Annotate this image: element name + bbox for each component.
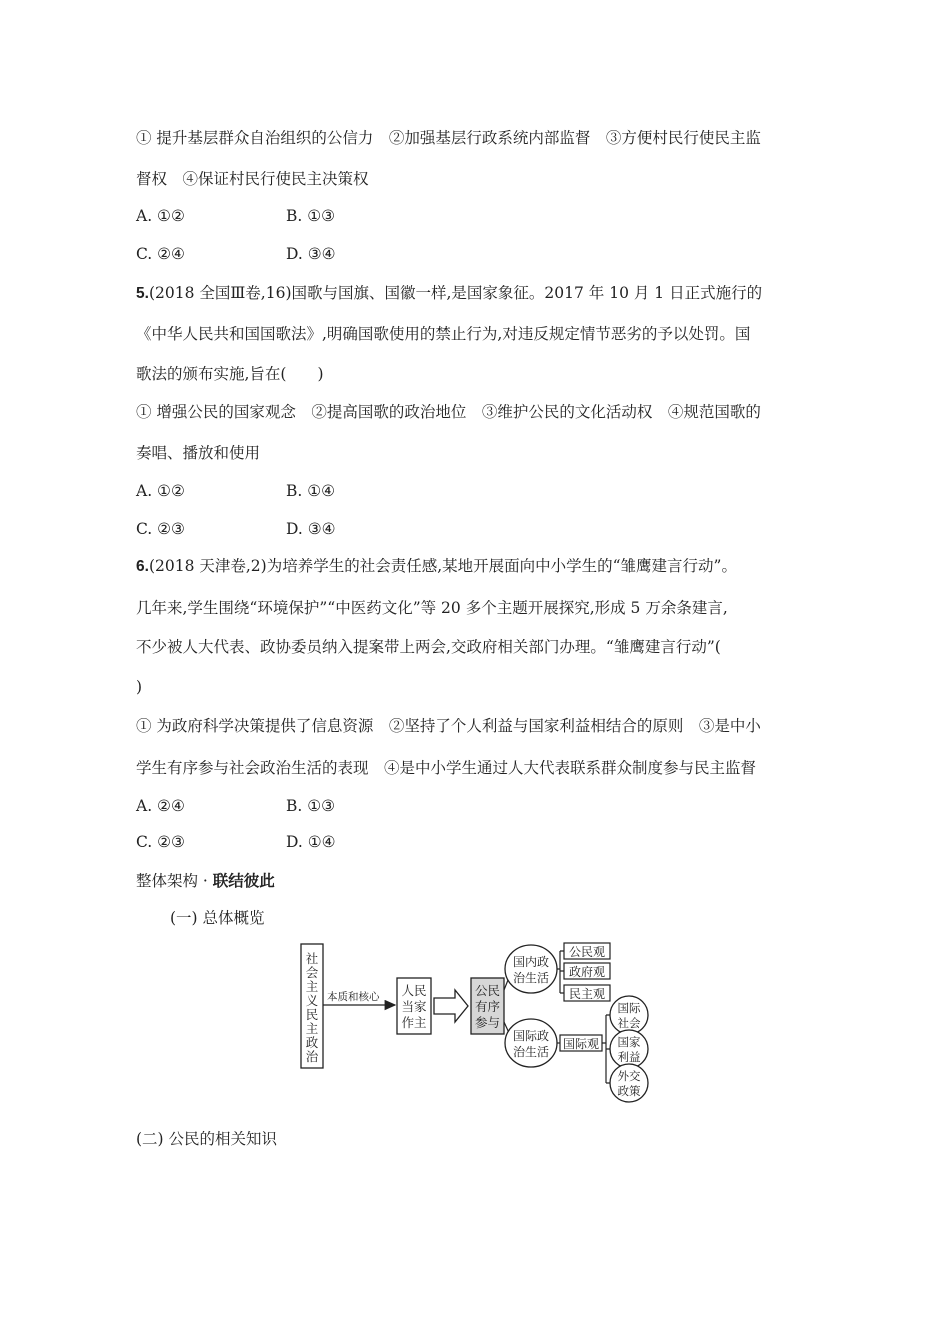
domestic-politics-circle	[505, 945, 557, 993]
q5-options-line-1: ① 增强公民的国家观念 ②提高国歌的政治地位 ③维护公民的文化活动权 ④规范国歌的	[136, 403, 761, 421]
citizen-participation-line: 公民	[474, 983, 501, 998]
q5-stem-line-2: 《中华人民共和国国歌法》,明确国歌使用的禁止行为,对违反规定情节恶劣的予以处罚。国	[136, 325, 751, 343]
citizen-participation-line: 参与	[474, 1015, 501, 1030]
q4-options-line-2: 督权 ④保证村民行使民主决策权	[136, 170, 369, 188]
intl-item-society-line: 国际	[617, 1001, 641, 1015]
q4-options-line-1: ① 提升基层群众自治组织的公信力 ②加强基层行政系统内部监督 ③方便村民行使民主监	[136, 129, 761, 147]
q6-option-a[interactable]: A. ②④	[136, 797, 185, 815]
q5-option-c[interactable]: C. ②③	[136, 520, 185, 538]
q6-option-c[interactable]: C. ②③	[136, 833, 185, 851]
people-masters-line: 当家	[401, 999, 427, 1014]
hollow-arrow	[434, 990, 468, 1022]
intl-bracket	[602, 1015, 610, 1083]
domestic-politics-line: 治生活	[512, 971, 550, 985]
q6-option-d[interactable]: D. ①④	[286, 833, 336, 851]
section-heading-bold: 联结彼此	[212, 871, 275, 890]
intl-item-diplomacy-line: 政策	[617, 1084, 641, 1098]
left-box-char: 会	[305, 965, 319, 980]
view-label-democracy: 民主观	[568, 987, 606, 1001]
view-label-government: 政府观	[568, 965, 606, 979]
international-politics-circle	[505, 1019, 557, 1067]
intl-item-society-line: 社会	[617, 1016, 641, 1030]
q6-options-line-2: 学生有序参与社会政治生活的表现 ④是中小学生通过人大代表联系群众制度参与民主监督	[136, 759, 757, 777]
q5-stem-text-1: (2018 全国Ⅲ卷,16)国歌与国旗、国徽一样,是国家象征。2017 年 10 月 1 日正式施行的	[148, 284, 763, 302]
q5-option-d[interactable]: D. ③④	[286, 520, 336, 538]
q6-number: 6.	[136, 558, 149, 575]
essence-arrow-label: 本质和核心	[327, 991, 380, 1003]
view-label-citizen: 公民观	[568, 945, 606, 959]
left-box-char: 社	[305, 951, 319, 966]
intl-item-interest-line: 国家	[617, 1035, 641, 1049]
q6-options-line-1: ① 为政府科学决策提供了信息资源 ②坚持了个人利益与国家利益相结合的原则 ③是中小	[136, 717, 761, 735]
q6-option-b[interactable]: B. ①③	[286, 797, 336, 815]
q4-option-a[interactable]: A. ①②	[136, 207, 185, 225]
citizen-participation-line: 有序	[474, 999, 501, 1014]
q6-stem-line-2: 几年来,学生围绕“环境保护”“中医药文化”等 20 多个主题开展探究,形成 5 万余条建言,	[136, 599, 728, 617]
q6-stem-line-3: 不少被人大代表、政协委员纳入提案带上两会,交政府相关部门办理。“雏鹰建言行动”(	[136, 638, 721, 656]
left-box-char: 主	[305, 1021, 319, 1036]
section-heading-plain: 整体架构 ·	[136, 872, 213, 890]
q5-option-b[interactable]: B. ①④	[286, 482, 336, 500]
left-box-char: 义	[305, 993, 319, 1008]
q5-option-a[interactable]: A. ①②	[136, 482, 185, 500]
international-politics-line: 治生活	[512, 1045, 550, 1059]
left-box-char: 主	[305, 979, 319, 994]
domestic-politics-line: 国内政	[512, 955, 550, 969]
domestic-bracket	[557, 951, 564, 993]
view-label-international: 国际观	[562, 1037, 600, 1051]
intl-item-interest-line: 利益	[617, 1050, 641, 1064]
q4-option-c[interactable]: C. ②④	[136, 245, 185, 263]
q4-option-d[interactable]: D. ③④	[286, 245, 336, 263]
subsection-citizen-knowledge: (二) 公民的相关知识	[136, 1130, 278, 1148]
intl-item-diplomacy-line: 外交	[617, 1069, 641, 1083]
people-masters-line: 作主	[401, 1015, 427, 1030]
subsection-overview: (一) 总体概览	[170, 909, 265, 927]
q4-option-b[interactable]: B. ①③	[286, 207, 336, 225]
q5-number: 5.	[136, 285, 149, 302]
left-box-char: 政	[305, 1035, 319, 1050]
international-politics-line: 国际政	[512, 1029, 550, 1043]
q5-options-line-2: 奏唱、播放和使用	[136, 444, 261, 462]
q5-stem-line-3: 歌法的颁布实施,旨在( )	[136, 365, 324, 383]
left-box-char: 民	[305, 1007, 319, 1022]
people-masters-line: 人民	[401, 983, 427, 998]
q6-stem-text-1: (2018 天津卷,2)为培养学生的社会责任感,某地开展面向中小学生的“雏鹰建言行动”。	[148, 557, 737, 575]
left-box-char: 治	[305, 1049, 319, 1064]
q6-stem-line-4: )	[136, 678, 143, 696]
